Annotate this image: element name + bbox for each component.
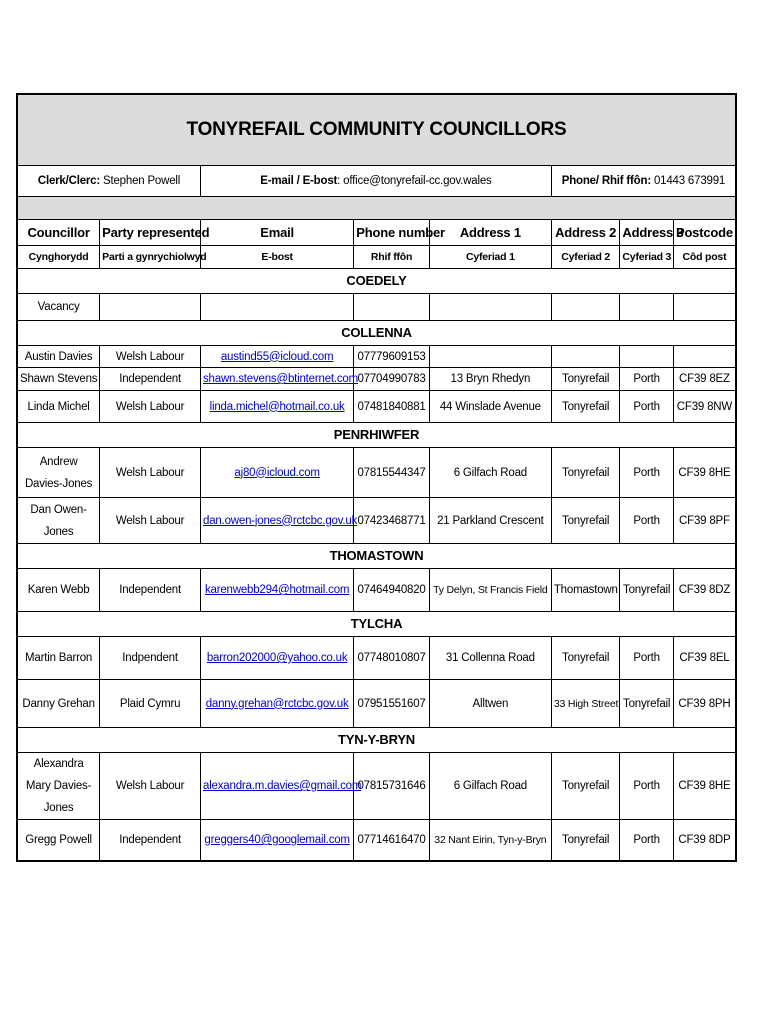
table-row <box>17 680 736 728</box>
address-1: Alltwen <box>429 680 551 728</box>
clerk-label: Clerk/Clerc: <box>37 175 101 187</box>
email-link[interactable]: shawn.stevens@btinternet.com <box>201 368 354 391</box>
email-link[interactable]: aj80@icloud.com <box>201 448 354 498</box>
header-cell: Email <box>201 220 354 246</box>
email-link[interactable]: alexandra.m.davies@gmail.com <box>201 753 354 820</box>
header-cell: Postcode <box>673 220 736 246</box>
address-3: Porth <box>620 448 673 498</box>
table-row <box>17 637 736 680</box>
header-cell: Parti a gynrychiolwyd <box>100 246 201 269</box>
office-email-info <box>201 166 552 197</box>
party: Welsh Labour <box>100 391 201 423</box>
postcode <box>673 294 736 321</box>
party: Welsh Labour <box>100 346 201 368</box>
postcode: CF39 8EL <box>673 637 736 680</box>
postcode: CF39 8PH <box>673 680 736 728</box>
header-cell: Address 2 <box>551 220 620 246</box>
postcode: CF39 8DZ <box>673 569 736 612</box>
address-1: 21 Parkland Crescent <box>429 498 551 544</box>
address-2: Tonyrefail <box>551 368 620 391</box>
header-cell: Rhif ffôn <box>354 246 430 269</box>
email-link[interactable]: greggers40@googlemail.com <box>201 820 354 862</box>
party: Plaid Cymru <box>100 680 201 728</box>
address-1: 32 Nant Eirin, Tyn-y-Bryn <box>429 820 551 862</box>
address-1: 44 Winslade Avenue <box>429 391 551 423</box>
party <box>100 294 201 321</box>
address-2: Tonyrefail <box>551 391 620 423</box>
ward-heading: COEDELY <box>17 269 736 294</box>
phone: 07704990783 <box>354 368 430 391</box>
postcode: CF39 8PF <box>673 498 736 544</box>
councillor-name: Shawn Stevens <box>17 368 100 391</box>
office-phone-label: Phone/ Rhif ffôn: <box>561 175 651 187</box>
phone: 07748010807 <box>354 637 430 680</box>
phone <box>354 294 430 321</box>
councillor-name: Danny Grehan <box>17 680 100 728</box>
phone: 07423468771 <box>354 498 430 544</box>
councillor-name: Linda Michel <box>17 391 100 423</box>
postcode: CF39 8EZ <box>673 368 736 391</box>
office-phone-value: 01443 673991 <box>653 175 726 187</box>
page-title: TONYREFAIL COMMUNITY COUNCILLORS <box>17 94 736 166</box>
address-3 <box>620 294 673 321</box>
email <box>201 294 354 321</box>
clerk-name: Stephen Powell <box>103 175 181 187</box>
address-1: 6 Gilfach Road <box>429 448 551 498</box>
ward-heading: TYN-Y-BRYN <box>17 728 736 753</box>
address-2 <box>551 294 620 321</box>
party: Welsh Labour <box>100 753 201 820</box>
address-1 <box>429 346 551 368</box>
header-cell: Cyferiad 1 <box>429 246 551 269</box>
office-email-label: E-mail / E-bost <box>260 175 338 187</box>
email-link[interactable]: danny.grehan@rctcbc.gov.uk <box>201 680 354 728</box>
ward-heading: COLLENNA <box>17 321 736 346</box>
address-2: Thomastown <box>551 569 620 612</box>
address-3: Porth <box>620 391 673 423</box>
councillor-name: Martin Barron <box>17 637 100 680</box>
table-row <box>17 294 736 321</box>
councillor-name: Austin Davies <box>17 346 100 368</box>
councillors-table <box>16 93 737 862</box>
address-2: Tonyrefail <box>551 753 620 820</box>
table-row <box>17 753 736 820</box>
address-1: 6 Gilfach Road <box>429 753 551 820</box>
address-1: 31 Collenna Road <box>429 637 551 680</box>
phone: 07714616470 <box>354 820 430 862</box>
header-row-english <box>17 220 736 246</box>
header-cell: Phone number <box>354 220 430 246</box>
phone: 07815544347 <box>354 448 430 498</box>
postcode: CF39 8DP <box>673 820 736 862</box>
party: Independent <box>100 368 201 391</box>
party: Welsh Labour <box>100 448 201 498</box>
header-cell: Party represented <box>100 220 201 246</box>
address-1 <box>429 294 551 321</box>
address-2: 33 High Street <box>551 680 620 728</box>
phone: 07951551607 <box>354 680 430 728</box>
postcode: CF39 8NW <box>673 391 736 423</box>
postcode <box>673 346 736 368</box>
email-link[interactable]: karenwebb294@hotmail.com <box>201 569 354 612</box>
party: Welsh Labour <box>100 498 201 544</box>
ward-heading: PENRHIWFER <box>17 423 736 448</box>
councillor-name: Gregg Powell <box>17 820 100 862</box>
header-cell: Cynghorydd <box>17 246 100 269</box>
email-link[interactable]: barron202000@yahoo.co.uk <box>201 637 354 680</box>
address-1: Ty Delyn, St Francis Field <box>429 569 551 612</box>
councillor-name: Alexandra Mary Davies-Jones <box>17 753 100 820</box>
address-3: Tonyrefail <box>620 569 673 612</box>
spacer-row <box>17 197 736 220</box>
table-row <box>17 368 736 391</box>
postcode: CF39 8HE <box>673 448 736 498</box>
address-1: 13 Bryn Rhedyn <box>429 368 551 391</box>
councillor-name: Karen Webb <box>17 569 100 612</box>
table-row <box>17 820 736 862</box>
address-2: Tonyrefail <box>551 448 620 498</box>
ward-heading: TYLCHA <box>17 612 736 637</box>
postcode: CF39 8HE <box>673 753 736 820</box>
address-3: Porth <box>620 637 673 680</box>
table-row <box>17 448 736 498</box>
address-3: Tonyrefail <box>620 680 673 728</box>
header-cell: E-bost <box>201 246 354 269</box>
header-row-welsh <box>17 246 736 269</box>
table-row <box>17 498 736 544</box>
header-cell: Address 1 <box>429 220 551 246</box>
header-cell: Côd post <box>673 246 736 269</box>
address-2: Tonyrefail <box>551 637 620 680</box>
email-link[interactable]: austind55@icloud.com <box>201 346 354 368</box>
party: Independent <box>100 820 201 862</box>
address-2: Tonyrefail <box>551 820 620 862</box>
phone: 07779609153 <box>354 346 430 368</box>
phone: 07481840881 <box>354 391 430 423</box>
address-3 <box>620 346 673 368</box>
email-link[interactable]: dan.owen-jones@rctcbc.gov.uk <box>201 498 354 544</box>
party: Independent <box>100 569 201 612</box>
table-row <box>17 391 736 423</box>
address-3: Porth <box>620 820 673 862</box>
address-3: Porth <box>620 368 673 391</box>
phone: 07815731646 <box>354 753 430 820</box>
header-cell: Cyferiad 2 <box>551 246 620 269</box>
address-3: Porth <box>620 498 673 544</box>
party: Indpendent <box>100 637 201 680</box>
clerk-info <box>17 166 201 197</box>
header-cell: Address 3 <box>620 220 673 246</box>
office-email-value: : office@tonyrefail-cc.gov.wales <box>337 175 492 187</box>
address-2: Tonyrefail <box>551 498 620 544</box>
table-row <box>17 569 736 612</box>
councillor-name: Andrew Davies-Jones <box>17 448 100 498</box>
email-link[interactable]: linda.michel@hotmail.co.uk <box>201 391 354 423</box>
table-row <box>17 346 736 368</box>
header-cell: Cyferiad 3 <box>620 246 673 269</box>
councillor-name: Dan Owen-Jones <box>17 498 100 544</box>
office-phone-info <box>551 166 736 197</box>
ward-heading: THOMASTOWN <box>17 544 736 569</box>
header-cell: Councillor <box>17 220 100 246</box>
councillor-name: Vacancy <box>17 294 100 321</box>
phone: 07464940820 <box>354 569 430 612</box>
address-3: Porth <box>620 753 673 820</box>
address-2 <box>551 346 620 368</box>
